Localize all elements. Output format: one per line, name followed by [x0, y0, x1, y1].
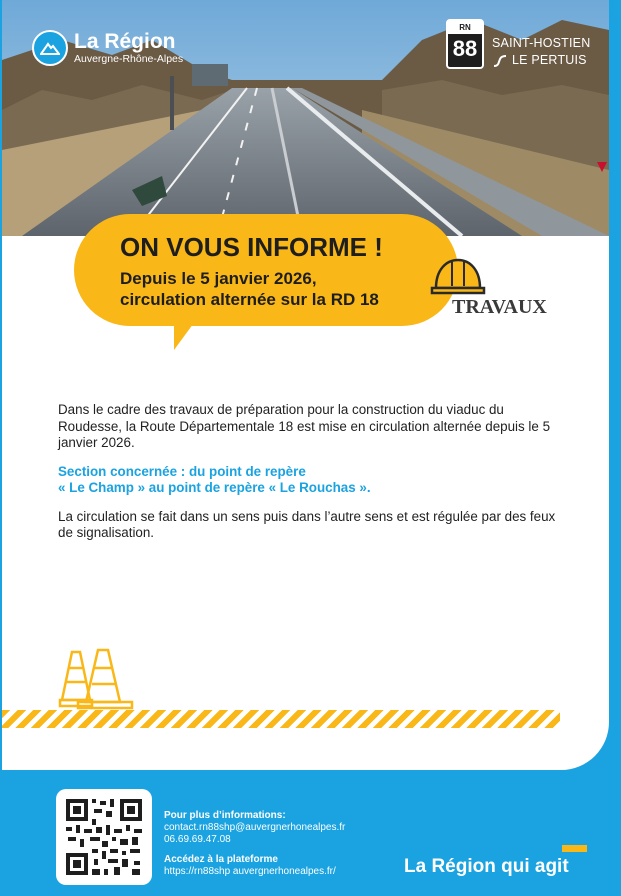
logo-subtitle: Auvergne-Rhône-Alpes: [74, 52, 184, 65]
bubble-subtitle-line-2: circulation alternée sur la RD 18: [120, 290, 379, 309]
place-names: [492, 35, 590, 69]
highway-photo: [2, 0, 609, 236]
place-line-1: SAINT-HOSTIEN: [492, 36, 591, 50]
body-paragraph-2: La circulation se fait dans un sens puis dans l’autre sens et est régulée par des feux de signalisation.: [58, 508, 556, 540]
hard-hat-icon: [430, 256, 486, 301]
hazard-stripe: [2, 710, 560, 728]
place-line-2: LE PERTUIS: [512, 53, 587, 67]
route-marker-label: RN: [448, 21, 482, 34]
main-card: [2, 0, 609, 770]
body-paragraph-1: Dans le cadre des travaux de préparation pour la construction du viaduc du Roudesse, la Route Départementale 18 est mise en circulation alternée depuis le 5 janvier 2026.: [58, 402, 551, 450]
traffic-cone-icon: [58, 648, 138, 717]
bubble-subtitle: [120, 268, 440, 310]
tagline-accent: [562, 845, 587, 852]
road-curve-icon: [492, 55, 508, 67]
region-logo-icon: [32, 30, 68, 66]
platform-url[interactable]: https://rn88shp auvergnerhonealpes.fr/: [164, 866, 336, 877]
section-line-2: « Le Champ » au point de repère « Le Rouchas ».: [58, 480, 371, 495]
section-concerned: [58, 464, 558, 497]
route-marker: [446, 19, 484, 69]
info-bubble: [74, 214, 458, 326]
contact-phone[interactable]: 06.69.69.47.08: [164, 834, 231, 845]
bubble-title: ON VOUS INFORME !: [120, 232, 383, 262]
contact-info: [164, 810, 345, 878]
tagline: La Région qui agit: [404, 856, 569, 877]
info-heading: Pour plus d’informations:: [164, 810, 286, 821]
section-line-1: Section concernée : du point de repère: [58, 463, 306, 479]
works-label: TRAVAUX: [452, 296, 547, 318]
body-text: [58, 402, 558, 554]
logo-title: La Région: [74, 29, 176, 53]
qr-code: [56, 789, 152, 885]
route-marker-number: 88: [452, 36, 478, 61]
platform-heading: Accédez à la plateforme: [164, 854, 278, 865]
bubble-subtitle-line-1: Depuis le 5 janvier 2026,: [120, 269, 317, 288]
contact-email[interactable]: contact.rn88shp@auvergnerhonealpes.fr: [164, 822, 346, 833]
region-logo: [32, 30, 183, 66]
